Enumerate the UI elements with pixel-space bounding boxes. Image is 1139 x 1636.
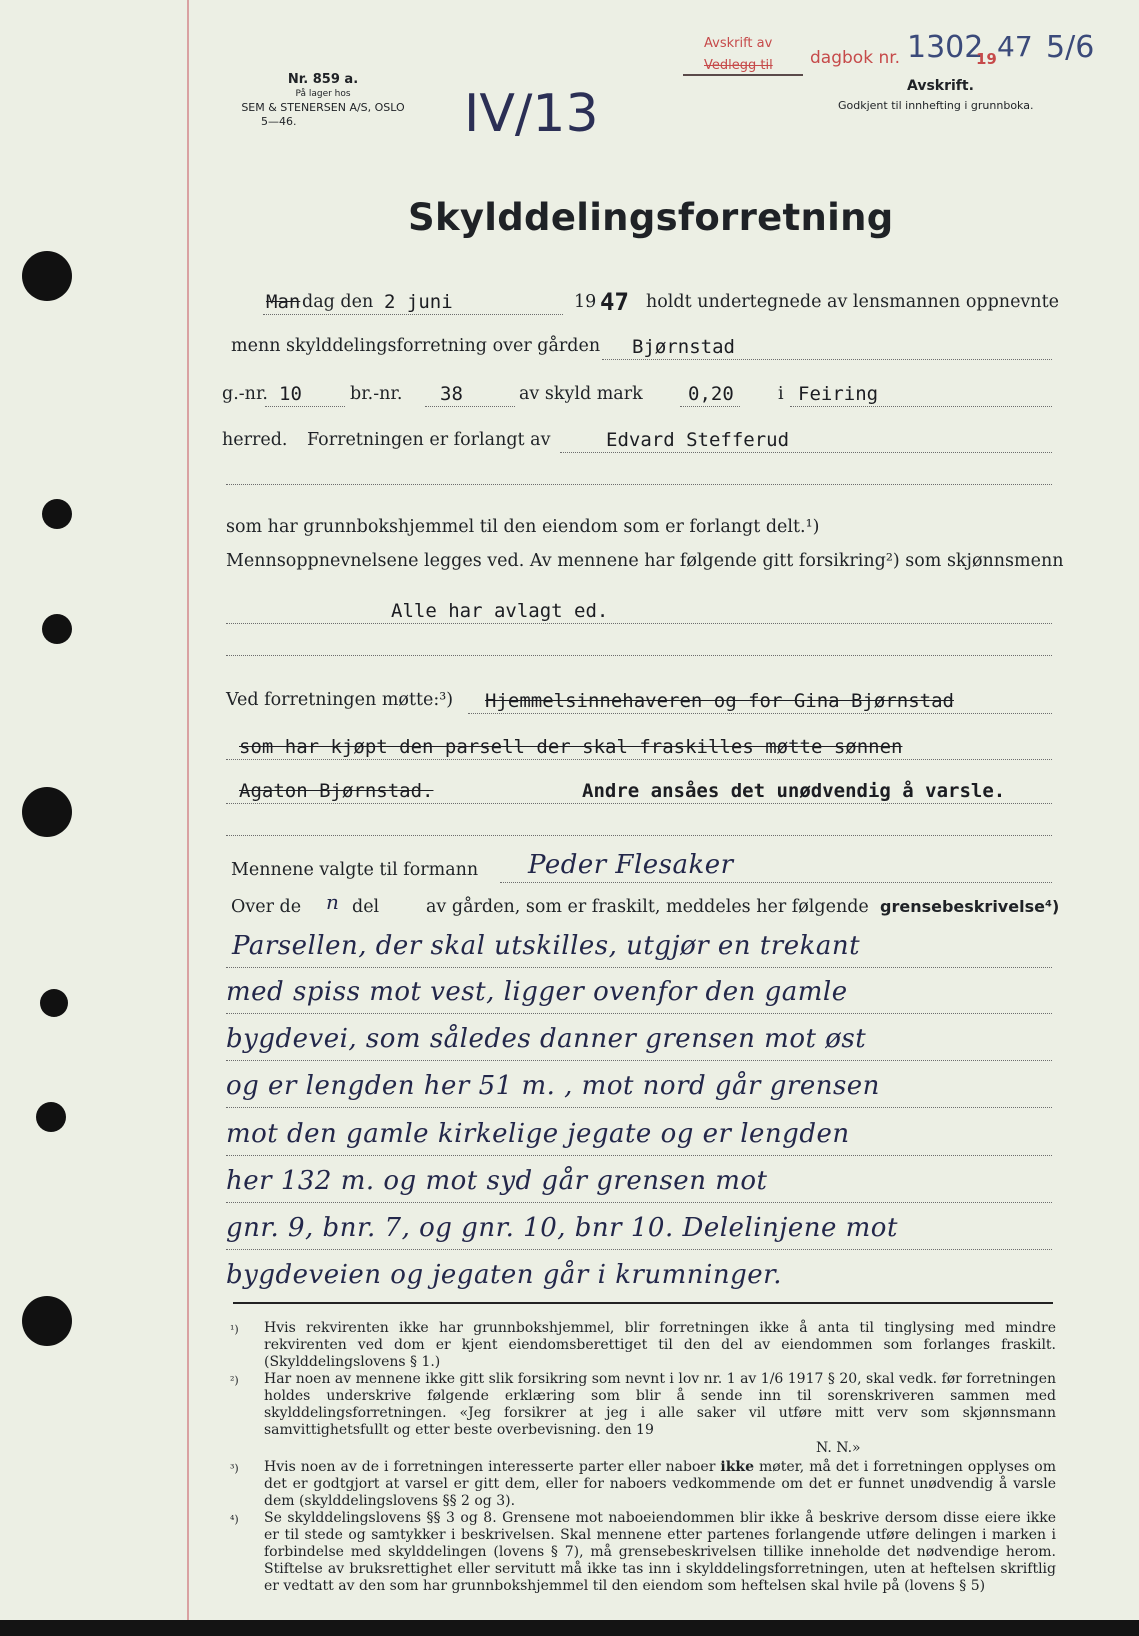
label-i: i [778,384,784,404]
dotted-line [226,655,1052,656]
field-date: 2 juni [384,291,453,313]
label-del: del [352,897,380,917]
field-bnr: 38 [440,383,463,405]
field-herred: Feiring [798,383,879,405]
field-year: 47 [600,288,629,316]
label-fraskilt: av gården, som er fraskilt, meddeles her følgende [426,897,869,917]
field-motte-line1: Hjemmelsinnehaveren og for Gina Bjørnstad [485,690,954,712]
binder-hole [22,251,72,301]
dotted-line [226,1060,1052,1061]
field-over: n [326,890,340,914]
footnote-text-bold: ikke [720,1459,755,1475]
footnote-text: Har noen av mennene ikke gitt slik forsikring som nevnt i lov nr. 1 av 1/6 1917 § 20, skal vedk. før forretningen holdes underskrive følgende erklæring som blir å sende inn til sorenskriveren sammen med skylddelingsforretningen. «Jeg forsikrer at jeg i alle saker vil utføre mitt verv som skjønnsmann samvittighetsfullt og etter beste overbevisning. den 19 [264,1371,1056,1438]
stamp-avskrift: Avskrift. [907,78,974,94]
dotted-line [226,623,1052,624]
description-line: bygdeveien og jegaten går i krumninger. [226,1260,782,1290]
field-forlangt: Edvard Stefferud [606,429,790,451]
stamp-year-prefix: 19 [976,50,997,68]
label-holdt: holdt undertegnede av lensmannen oppnevnte [646,292,1059,312]
dotted-line [226,1107,1052,1108]
binder-hole [36,1102,66,1132]
stamp-godkjent: Godkjent til innhefting i grunnboka. [838,99,1034,112]
description-line: mot den gamle kirkelige jegate og er lengden [226,1119,850,1149]
field-motte-line3b: Andre ansåes det unødvendig å varsle. [582,780,1006,802]
label-herred: herred. [222,430,288,450]
dotted-line [226,1202,1052,1203]
description-line: gnr. 9, bnr. 7, og gnr. 10, bnr 10. Delelinjene mot [226,1213,898,1243]
description-line: Parsellen, der skal utskilles, utgjør en trekant [232,931,861,961]
dotted-line [602,359,1052,360]
description-line: med spiss mot vest, ligger ovenfor den gamle [226,977,848,1007]
field-formann: Peder Flesaker [528,850,734,880]
label-menn: menn skylddelingsforretning over gården [231,336,601,356]
footnote-text: Hvis rekvirenten ikke har grunnbokshjemmel, blir forretningen ikke å anta til tinglysing med mindre rekvirenten ved dom er kjent eiendomsberettiget til den del av eiendommen som forlanges fraskilt. (Skylddelingslovens § 1.) [264,1320,1056,1370]
publisher-line: På lager hos [295,89,351,99]
description-line: her 132 m. og mot syd går grensen mot [226,1166,768,1196]
description-line: bygdevei, som således danner grensen mot øst [226,1024,867,1054]
field-motte-line2: som har kjøpt den parsell der skal fraskilles møtte sønnen [239,736,903,758]
stamp-dagbok-number: 1302 [907,30,984,65]
footnote-mark: ¹) [230,1323,239,1336]
dotted-line [226,1013,1052,1014]
footnote-text-part: møter, må det i forretningen opplyses om det er godtgjort at varsel er gitt dem, eller for naboers vedkommende om det er funnet unødvendig å varsle dem (skylddelingslovens §§ 2 og 3). [264,1459,1057,1509]
label-over: Over de [231,897,302,917]
binder-hole [40,989,68,1017]
publisher-block [233,73,413,129]
label-mennsoppnevnelse: Mennsoppnevnelsene legges ved. Av mennene har følgende gitt forsikring²) som skjønnsmenn [226,551,1064,571]
label-grensebeskrivelse: grensebeskrivelse⁴) [880,897,1060,916]
separator-rule [233,1302,1053,1304]
dotted-line [790,406,1052,407]
binder-hole [42,614,72,644]
dotted-line [560,452,1052,453]
publisher-name: SEM & STENERSEN A/S, OSLO [241,101,405,114]
label-gnr: g.-nr. [222,384,268,404]
stamp-vedlegg-til: Vedlegg til [704,58,773,73]
stamp-avskrift-av: Avskrift av [704,36,773,51]
description-line: og er lengden her 51 m. , mot nord går grensen [226,1071,880,1101]
footnote-mark: ²) [230,1374,239,1387]
dotted-line [680,406,740,407]
footnote-signature: N. N.» [816,1440,861,1456]
footnote-text: Se skylddelingslovens §§ 3 og 8. Grensene mot naboeiendommen blir ikke å beskrive dersom disse eiere ikke er til stede og samtykker i beskrivelsen. Skal mennene etter partenes forlangende utføre delingen i marken i forbindelse med skylddelingen (lovens § 7), må grensebeskrivelsen tillike inneholde det nødvendige herom. Stiftelse av bruksrettighet eller servitutt må ikke tas inn i skylddelingsforretningen, uten at heftelsen skriftlig er vedtatt av den som har grunnbokshjemmel til den eiendom som heftelsen skal hvile på (lovens § 5) [264,1510,1056,1594]
dotted-line [226,759,1052,760]
stamp-year-suffix: 47 [997,30,1033,63]
handwritten-reference: IV/13 [464,84,599,144]
dotted-line [265,406,345,407]
stamp-date-note: 5/6 [1046,30,1095,65]
label-skyld: av skyld mark [519,384,643,404]
form-number: Nr. 859 a. [287,72,359,87]
publisher-date: 5—46. [261,115,297,128]
stamp-underline [683,74,803,76]
dotted-line [226,967,1052,968]
document-title: Skylddelingsforretning [408,196,894,239]
stamp-dagbok-label: dagbok nr. [810,48,901,68]
dotted-line [226,835,1052,836]
footnote-mark: ³) [230,1462,239,1475]
field-gnr: 10 [279,383,302,405]
dotted-line [226,1249,1052,1250]
dotted-line [468,713,1052,714]
footnote-text-part: Hvis noen av de i forretningen interesserte parter eller naboer [264,1459,721,1475]
dotted-line [500,882,1052,883]
label-bnr: br.-nr. [350,384,403,404]
binder-hole [22,1296,72,1346]
dotted-line [226,1155,1052,1156]
dotted-line [425,406,515,407]
footnote-text [264,1459,1056,1510]
field-day: Man [266,291,301,313]
label-year-prefix: 19 [574,292,597,312]
label-motte: Ved forretningen møtte:³) [226,690,454,710]
label-dag-den: dag den [302,292,374,312]
field-skyld: 0,20 [688,383,734,405]
dotted-line [226,484,1052,485]
dotted-line [226,803,1052,804]
field-motte-line3a: Agaton Bjørnstad. [239,780,434,802]
field-ed: Alle har avlagt ed. [391,600,609,622]
binder-hole [42,499,72,529]
binder-hole [22,787,72,837]
label-forlangt: Forretningen er forlangt av [307,430,551,450]
label-grunnbok: som har grunnbokshjemmel til den eiendom som er forlangt delt.¹) [226,517,820,537]
footnote-mark: ⁴) [230,1513,239,1526]
field-gard: Bjørnstad [632,336,735,358]
margin-rule [187,0,189,1636]
dotted-line [263,314,563,315]
label-formann: Mennene valgte til formann [231,860,479,880]
scan-edge [0,1620,1139,1636]
